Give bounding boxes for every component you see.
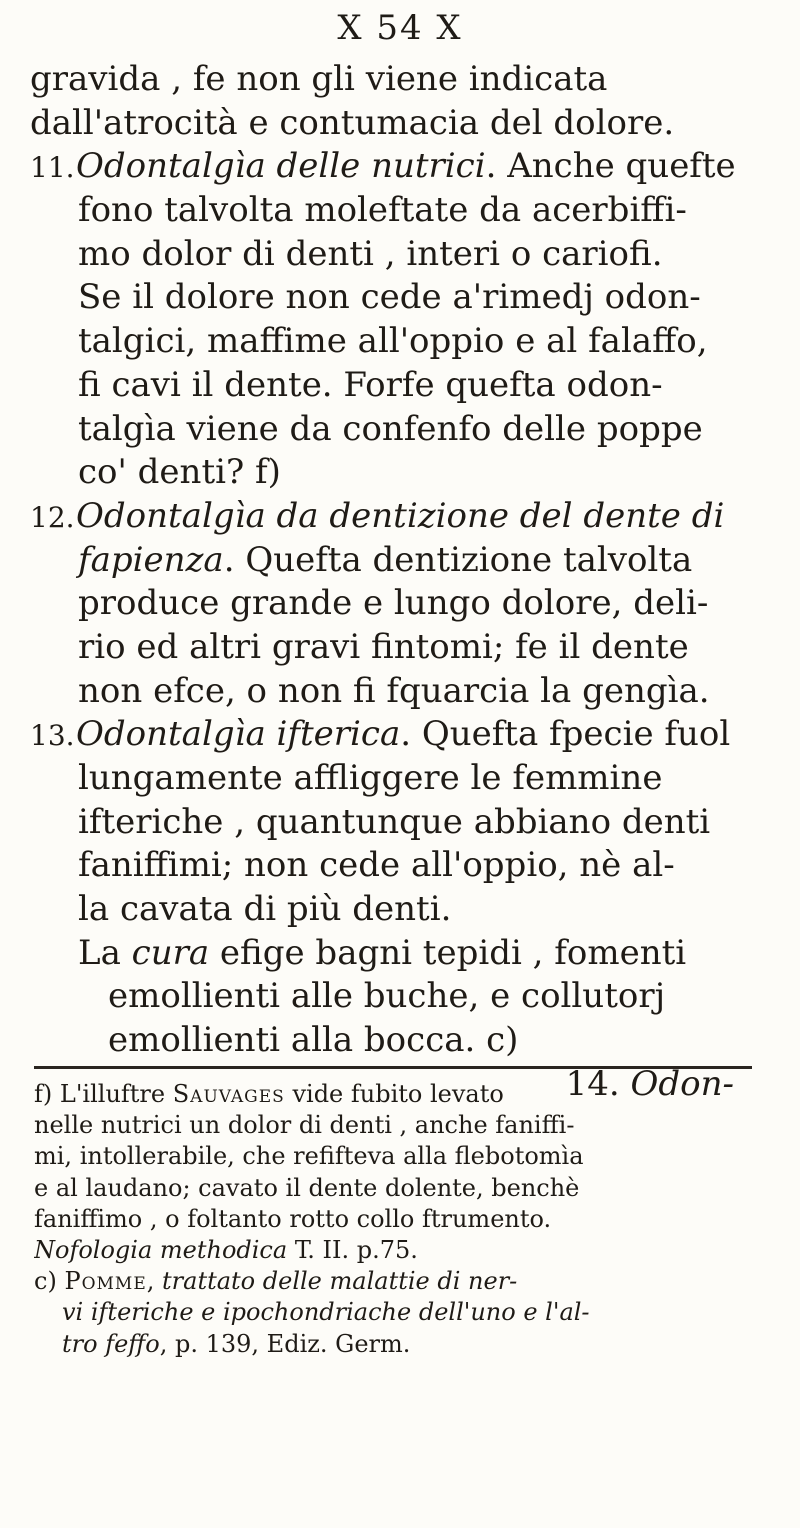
text-line: fi cavi il dente. Forfe quefta odon-: [78, 364, 663, 405]
footnote-line: tro feffo, p. 139, Ediz. Germ.: [62, 1329, 411, 1358]
text-line: ifteriche , quantunque abbiano denti: [78, 801, 711, 842]
text-line: emollienti alle buche, e collutorj: [108, 976, 666, 1017]
text-line: fapienza. Quefta dentizione talvolta: [78, 539, 693, 580]
main-text: [30, 58, 770, 1107]
footnote-f: f) L'illuftre Sauvages vide fubito levato: [34, 1080, 504, 1108]
footnote-rule: [34, 1066, 752, 1069]
text-line: rio ed altri gravi fintomi; fe il dente: [78, 626, 689, 667]
footnote-line: nelle nutrici un dolor di denti , anche faniffi-: [34, 1111, 575, 1140]
footnote-c: c) Pomme, trattato delle malattie di ner-: [34, 1267, 518, 1296]
page-number-header: X 54 X: [337, 8, 463, 48]
text-line: la cavata di più denti.: [78, 889, 452, 930]
text-line: fono talvolta moleftate da acerbiffi-: [78, 190, 687, 231]
text-line: lungamente affliggere le femmine: [78, 758, 663, 798]
section-13-heading: 13.Odontalgìa ifterica. Quefta fpecie fuol: [30, 714, 731, 755]
footnote-line: Nofologia methodica T. II. p.75.: [34, 1235, 418, 1264]
text-line: non efce, o non fi fquarcia la gengìa.: [78, 670, 710, 711]
text-line: gravida , fe non gli viene indicata: [30, 59, 608, 99]
text-line: Se il dolore non cede a'rimedj odon-: [78, 277, 701, 318]
catchword: 14. Odon-: [565, 1063, 734, 1104]
text-line: talgìa viene da confenfo delle poppe: [78, 408, 703, 449]
text-line: emollienti alla bocca. c): [108, 1020, 519, 1061]
cura-paragraph: La cura efige bagni tepidi , fomenti: [78, 932, 687, 973]
text-line: produce grande e lungo dolore, deli-: [78, 583, 709, 624]
footnote-line: e al laudano; cavato il dente dolente, benchè: [34, 1173, 580, 1202]
section-11-heading: 11.Odontalgìa delle nutrici. Anche quefte: [30, 146, 736, 187]
footnote-line: faniffimo , o foltanto rotto collo ftrumento.: [34, 1204, 552, 1233]
text-line: talgici, maffime all'oppio e al falaffo,: [78, 321, 708, 362]
text-line: mo dolor di denti , interi o cariofi.: [78, 233, 663, 274]
footnotes: [34, 1079, 764, 1360]
text-line: co' denti? f): [78, 452, 281, 493]
text-line: dall'atrocità e contumacia del dolore.: [30, 102, 675, 143]
footnote-line: vi ifteriche e ipochondriache dell'uno e l'al-: [62, 1298, 590, 1327]
section-12-heading: 12.Odontalgìa da dentizione del dente di: [30, 495, 725, 536]
footnote-line: mi, intollerabile, che refifteva alla flebotomìa: [34, 1142, 584, 1171]
text-line: faniffimi; non cede all'oppio, nè al-: [78, 845, 675, 886]
